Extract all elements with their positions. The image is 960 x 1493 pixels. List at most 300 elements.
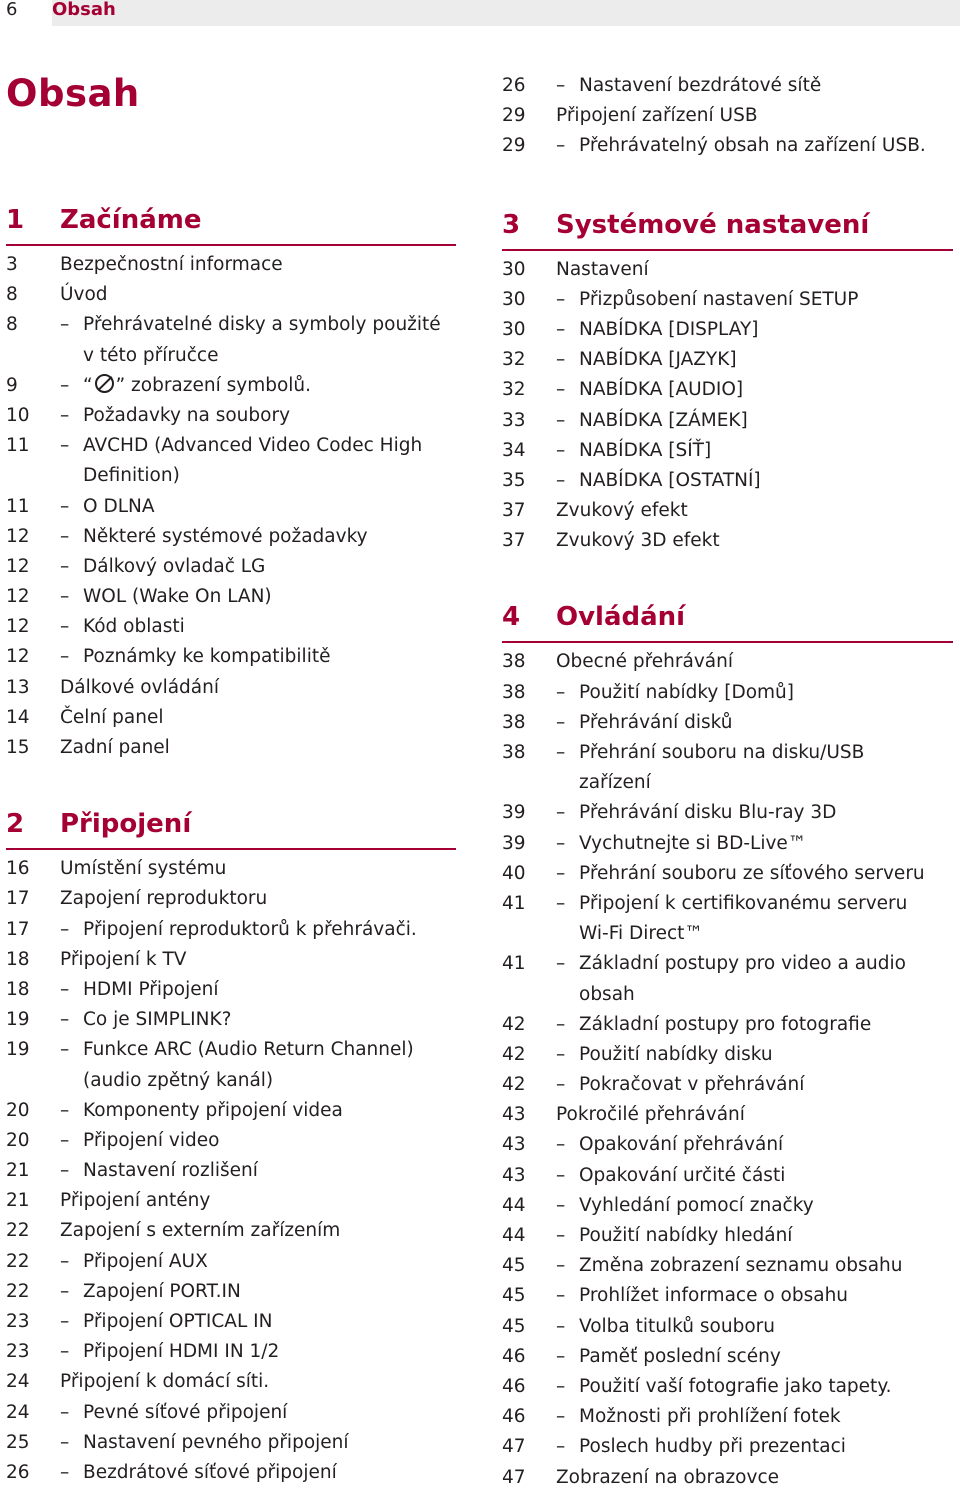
chapter-title: Systémové nastavení (556, 209, 870, 240)
toc-page-number: 9 (6, 374, 18, 396)
toc-dash: – (556, 379, 566, 401)
toc-page-number: 38 (502, 711, 526, 733)
toc-entry[interactable] (6, 310, 456, 340)
chapter-number: 3 (502, 209, 521, 240)
toc-page-number: 37 (502, 530, 526, 552)
toc-page-number: 39 (502, 832, 526, 854)
toc-entry-text: Funkce ARC (Audio Return Channel) (83, 1039, 414, 1061)
toc-entry-text: Některé systémové požadavky (83, 525, 368, 547)
toc-entry-text: Nastavení (556, 258, 649, 280)
toc-page-number: 43 (502, 1104, 526, 1126)
toc-entry[interactable] (502, 1161, 953, 1191)
toc-entry-text: Požadavky na soubory (83, 404, 291, 426)
toc-entry-text: Použití nabídky [Domů] (579, 681, 794, 703)
toc-entry[interactable] (6, 582, 456, 612)
toc-entry-text: Bezpečnostní informace (60, 254, 283, 275)
toc-page-number: 38 (502, 681, 526, 703)
toc-page-number: 37 (502, 500, 526, 522)
toc-entry[interactable] (6, 1035, 456, 1065)
toc-entry[interactable] (6, 371, 456, 401)
toc-dash: – (556, 742, 566, 763)
toc-entry[interactable] (502, 1312, 953, 1342)
toc-page-number: 41 (502, 892, 526, 914)
toc-entry[interactable] (6, 915, 456, 945)
toc-page-number: 19 (6, 1039, 30, 1061)
toc-dash: – (60, 616, 70, 638)
chapter-title: Začínáme (60, 205, 202, 235)
toc-entry-text: Zapojení PORT.IN (83, 1280, 241, 1302)
toc-page-number: 17 (6, 918, 30, 940)
toc-entry[interactable] (502, 1010, 953, 1040)
toc-entry[interactable] (502, 647, 953, 677)
toc-entry[interactable] (502, 1100, 953, 1130)
toc-entry[interactable] (6, 945, 456, 975)
toc-page-number: 46 (502, 1406, 526, 1428)
toc-page-number: 21 (6, 1190, 30, 1212)
toc-dash: – (60, 525, 70, 547)
toc-entry[interactable] (6, 673, 456, 703)
toc-entry-text: Komponenty připojení videa (83, 1099, 343, 1121)
chapter-title: Připojení (60, 809, 192, 840)
toc-entry-text: Volba titulků souboru (579, 1315, 775, 1337)
toc-entry-text: Přehrání souboru ze síťového serveru (579, 862, 925, 884)
toc-entry-text: Wi-Fi Direct™ (579, 923, 703, 945)
toc-entry[interactable] (502, 131, 953, 161)
toc-dash: – (556, 1315, 566, 1337)
toc-entry[interactable] (6, 975, 456, 1005)
toc-entry[interactable] (502, 1432, 953, 1462)
toc-page-number: 24 (6, 1401, 30, 1423)
toc-entry[interactable] (6, 1005, 456, 1035)
toc-dash: – (556, 439, 566, 461)
toc-page-number: 17 (6, 888, 30, 910)
page-header (0, 0, 960, 30)
toc-dash: – (60, 374, 70, 396)
toc-entry[interactable] (6, 1337, 456, 1367)
toc-entry-text: Přehrávatelný obsah na zařízení USB. (579, 135, 926, 157)
toc-page-number: 12 (6, 616, 30, 638)
toc-page-number: 21 (6, 1160, 30, 1182)
toc-page-number: 30 (502, 258, 526, 280)
toc-page-number: 14 (6, 706, 30, 728)
toc-dash: – (556, 681, 566, 703)
toc-page-number: 10 (6, 404, 30, 426)
toc-entry-text: Přehrávání disku Blu-ray 3D (579, 802, 837, 824)
toc-entry[interactable] (502, 466, 953, 496)
header-page-number: 6 (6, 0, 18, 20)
toc-dash: – (60, 1461, 70, 1483)
toc-entry[interactable] (502, 1221, 953, 1251)
toc-dash: – (556, 318, 566, 340)
toc-entry-text: Vyhledání pomocí značky (579, 1194, 814, 1216)
toc-entry[interactable] (6, 492, 456, 522)
toc-entry[interactable] (502, 1342, 953, 1372)
toc-entry-text: Dálkové ovládání (60, 676, 219, 698)
toc-entry-text: Připojení reproduktorů k přehrávači. (83, 918, 417, 940)
toc-page-number: 39 (502, 802, 526, 824)
toc-page-number: 12 (6, 586, 30, 608)
toc-page-number: 8 (6, 314, 18, 336)
toc-entry[interactable] (6, 1216, 456, 1246)
toc-dash: – (556, 862, 566, 884)
toc-dash: – (556, 832, 566, 854)
chapter-title: Ovládání (556, 602, 686, 633)
toc-entry-text: Použití nabídky disku (579, 1043, 773, 1065)
toc-dash: – (556, 802, 566, 824)
toc-entry[interactable] (6, 552, 456, 582)
toc-entry-text: Použití vaší fotografie jako tapety. (579, 1375, 892, 1397)
toc-entry[interactable] (6, 280, 456, 310)
toc-entry[interactable] (6, 612, 456, 642)
toc-entry-text: Připojení antény (60, 1190, 211, 1212)
toc-dash: – (556, 349, 566, 371)
toc-dash: – (60, 404, 70, 426)
toc-entry-text: zařízení (579, 772, 651, 794)
toc-entry[interactable] (502, 1372, 953, 1402)
toc-page-number: 46 (502, 1375, 526, 1397)
toc-entry-text: Zapojení reproduktoru (60, 888, 268, 910)
toc-entry-text: Základní postupy pro fotografie (579, 1013, 872, 1035)
toc-page-number: 18 (6, 948, 30, 970)
toc-entry[interactable] (502, 375, 953, 405)
toc-page-number: 38 (502, 651, 526, 673)
toc-page-number: 24 (6, 1371, 30, 1393)
toc-entry[interactable] (6, 1277, 456, 1307)
toc-entry-text: Zvukový efekt (556, 500, 688, 522)
toc-page-number: 38 (502, 742, 526, 763)
toc-page-number: 23 (6, 1311, 30, 1332)
toc-entry[interactable] (6, 461, 456, 491)
toc-page-number: 47 (502, 1466, 526, 1488)
toc-dash: – (60, 555, 70, 577)
toc-entry-text: Vychutnejte si BD-Live™ (579, 832, 807, 854)
toc-entry[interactable] (502, 919, 953, 949)
toc-dash: – (556, 75, 566, 96)
toc-dash: – (556, 1285, 566, 1307)
toc-entry-text: WOL (Wake On LAN) (83, 586, 272, 608)
toc-entry-text: Zvukový 3D efekt (556, 530, 720, 552)
chapter-heading[interactable] (6, 803, 456, 850)
toc-entry[interactable] (502, 678, 953, 708)
toc-dash: – (60, 1401, 70, 1423)
toc-entry-text: Přehrávatelné disky a symboly použité (83, 314, 441, 336)
toc-dash: – (556, 1375, 566, 1397)
toc-entry[interactable] (6, 401, 456, 431)
toc-entry-text: NABÍDKA [DISPLAY] (579, 318, 759, 340)
toc-entry-text: NABÍDKA [AUDIO] (579, 379, 744, 401)
toc-entry-text: v této příručce (83, 344, 219, 366)
toc-entry-text: Přehrání souboru na disku/USB (579, 742, 865, 763)
toc-dash: – (60, 646, 70, 668)
toc-page-number: 47 (502, 1436, 526, 1458)
toc-entry-text: Zadní panel (60, 737, 170, 758)
chapter-heading[interactable] (502, 596, 953, 643)
toc-entry-text: Opakování určité části (579, 1164, 786, 1186)
toc-entry-text: Přizpůsobení nastavení SETUP (579, 288, 859, 310)
toc-entry[interactable] (6, 1307, 456, 1337)
toc-dash: – (556, 1406, 566, 1428)
toc-entry-text: Kód oblasti (83, 616, 185, 638)
left-column (6, 199, 456, 1488)
toc-dash: – (60, 1009, 70, 1031)
toc-dash: – (556, 1074, 566, 1096)
toc-dash: – (556, 1194, 566, 1216)
toc-entry-text: HDMI Připojení (83, 978, 219, 1000)
toc-dash: – (556, 953, 566, 975)
toc-entry-text: “ ” zobrazení symbolů. (83, 374, 312, 396)
toc-entry[interactable] (502, 1191, 953, 1221)
toc-page-number: 35 (502, 469, 526, 491)
toc-entry-text: Pokročilé přehrávání (556, 1104, 745, 1126)
toc-dash: – (556, 1436, 566, 1458)
toc-dash: – (60, 586, 70, 608)
toc-dash: – (556, 135, 566, 157)
toc-page-number: 26 (6, 1461, 30, 1483)
toc-entry[interactable] (502, 526, 953, 556)
toc-entry-text: Úvod (60, 284, 108, 306)
toc-dash: – (60, 435, 70, 457)
toc-entry[interactable] (502, 829, 953, 859)
toc-page-number: 29 (502, 105, 526, 127)
toc-page-number: 11 (6, 495, 30, 517)
toc-entry[interactable] (502, 980, 953, 1010)
toc-dash: – (60, 1280, 70, 1302)
toc-page-number: 22 (6, 1280, 30, 1302)
toc-entry-text: (audio zpětný kanál) (83, 1069, 274, 1091)
toc-entry[interactable] (502, 1130, 953, 1160)
section-gap (502, 162, 953, 204)
toc-entry[interactable] (502, 738, 953, 768)
toc-entry-text: Opakování přehrávání (579, 1134, 784, 1156)
toc-dash: – (556, 711, 566, 733)
toc-entry-text: Připojení OPTICAL IN (83, 1311, 273, 1332)
toc-page-number: 22 (6, 1220, 30, 1242)
toc-entry-text: Připojení k TV (60, 948, 187, 970)
toc-page-number: 26 (502, 75, 526, 96)
toc-entry-text: Připojení k domácí síti. (60, 1371, 270, 1393)
toc-dash: – (556, 1225, 566, 1246)
toc-page-number: 33 (502, 409, 526, 431)
toc-entry[interactable] (502, 708, 953, 738)
toc-page-number: 42 (502, 1013, 526, 1035)
toc-page-number: 46 (502, 1345, 526, 1367)
toc-dash: – (60, 918, 70, 940)
toc-entry[interactable] (502, 1281, 953, 1311)
toc-entry[interactable] (502, 768, 953, 798)
toc-dash: – (556, 1013, 566, 1035)
toc-page-number: 15 (6, 737, 30, 758)
toc-entry-text: NABÍDKA [SÍŤ] (579, 439, 712, 461)
toc-entry[interactable] (6, 522, 456, 552)
toc-entry[interactable] (6, 1096, 456, 1126)
toc-entry[interactable] (6, 733, 456, 763)
toc-entry-text: Zapojení s externím zařízením (60, 1220, 341, 1242)
toc-entry[interactable] (6, 703, 456, 733)
toc-page-number: 43 (502, 1134, 526, 1156)
toc-dash: – (556, 409, 566, 431)
toc-entry[interactable] (502, 1463, 953, 1493)
toc-page-number: 20 (6, 1099, 30, 1121)
toc-entry-text: Paměť poslední scény (579, 1345, 781, 1367)
toc-dash: – (556, 1255, 566, 1277)
chapter-number: 4 (502, 602, 521, 633)
toc-entry-text: Umístění systému (60, 858, 227, 880)
toc-dash: – (556, 1345, 566, 1367)
toc-dash: – (60, 495, 70, 517)
toc-dash: – (60, 1311, 70, 1332)
toc-page-number: 12 (6, 555, 30, 577)
toc-entry-text: Změna zobrazení seznamu obsahu (579, 1255, 903, 1277)
toc-entry[interactable] (6, 884, 456, 914)
toc-entry-text: Poslech hudby při prezentaci (579, 1436, 846, 1458)
toc-page-number: 18 (6, 978, 30, 1000)
toc-entry[interactable] (502, 798, 953, 828)
toc-entry-text: Dálkový ovladač LG (83, 555, 266, 577)
toc-page-number: 25 (6, 1431, 30, 1453)
toc-entry[interactable] (502, 1251, 953, 1281)
toc-dash: – (556, 892, 566, 914)
toc-page-number: 41 (502, 953, 526, 975)
chapter-number: 1 (6, 205, 25, 235)
toc-entry[interactable] (502, 859, 953, 889)
chapter-heading[interactable] (6, 199, 456, 246)
toc-entry[interactable] (6, 1156, 456, 1186)
toc-dash: – (556, 288, 566, 310)
toc-entry[interactable] (502, 285, 953, 315)
toc-page-number: 11 (6, 435, 30, 457)
toc-entry-text: Nastavení rozlišení (83, 1160, 258, 1182)
toc-entry-text: Připojení video (83, 1129, 220, 1151)
toc-entry[interactable] (6, 1126, 456, 1156)
toc-dash: – (60, 1129, 70, 1151)
toc-entry-text: Obecné přehrávání (556, 651, 733, 673)
toc-entry[interactable] (502, 889, 953, 919)
toc-entry[interactable] (502, 406, 953, 436)
toc-entry[interactable] (502, 949, 953, 979)
toc-entry[interactable] (6, 854, 456, 884)
toc-entry-text: Připojení k certifikovanému serveru (579, 892, 908, 914)
toc-entry-text: Přehrávání disků (579, 711, 733, 733)
chapter-number: 2 (6, 809, 25, 840)
toc-entry[interactable] (502, 1040, 953, 1070)
toc-entry[interactable] (502, 1402, 953, 1432)
toc-entry-text: NABÍDKA [ZÁMEK] (579, 409, 748, 431)
toc-entry-text: AVCHD (Advanced Video Codec High (83, 435, 423, 457)
toc-page-number: 13 (6, 676, 30, 698)
toc-page-number: 30 (502, 288, 526, 310)
toc-entry[interactable] (502, 101, 953, 131)
toc-page-number: 42 (502, 1074, 526, 1096)
toc-entry[interactable] (6, 642, 456, 672)
prohibited-symbol-icon (95, 374, 114, 393)
toc-page-number: 44 (502, 1225, 526, 1246)
toc-entry[interactable] (502, 255, 953, 285)
toc-page-number: 8 (6, 284, 18, 306)
toc-page-number: 20 (6, 1129, 30, 1151)
toc-entry-text: Co je SIMPLINK? (83, 1009, 232, 1031)
toc-entry-text: Nastavení bezdrátové sítě (579, 75, 822, 96)
toc-entry[interactable] (6, 1247, 456, 1277)
toc-entry-text: Základní postupy pro video a audio (579, 953, 906, 975)
header-bar (52, 0, 960, 26)
header-title: Obsah (52, 0, 116, 20)
toc-entry-text: Definition) (83, 465, 180, 487)
toc-entry-text: Prohlížet informace o obsahu (579, 1285, 849, 1307)
toc-dash: – (556, 1043, 566, 1065)
toc-entry[interactable] (502, 345, 953, 375)
right-column (502, 71, 953, 1493)
toc-dash: – (60, 1039, 70, 1061)
toc-entry-text: O DLNA (83, 495, 155, 517)
toc-page-number: 16 (6, 858, 30, 880)
toc-page-number: 42 (502, 1043, 526, 1065)
toc-entry[interactable] (6, 1428, 456, 1458)
toc-entry[interactable] (6, 1186, 456, 1216)
toc-page-number: 12 (6, 646, 30, 668)
toc-entry[interactable] (502, 1070, 953, 1100)
toc-entry-text: Připojení AUX (83, 1250, 208, 1272)
toc-page-number: 22 (6, 1250, 30, 1272)
toc-page-number: 44 (502, 1194, 526, 1216)
section-gap (502, 556, 953, 596)
toc-dash: – (556, 469, 566, 491)
toc-entry[interactable] (6, 1458, 456, 1488)
toc-entry[interactable] (6, 250, 456, 280)
toc-page-number: 3 (6, 254, 18, 275)
toc-page-number: 40 (502, 862, 526, 884)
toc-entry-text: Zobrazení na obrazovce (556, 1466, 779, 1488)
toc-entry[interactable] (6, 431, 456, 461)
section-gap (6, 763, 456, 803)
toc-entry[interactable] (6, 1398, 456, 1428)
toc-entry-text: Nastavení pevného připojení (83, 1431, 349, 1453)
toc-entry[interactable] (502, 496, 953, 526)
toc-page-number: 19 (6, 1009, 30, 1031)
toc-page-number: 45 (502, 1315, 526, 1337)
toc-entry-text: Čelní panel (60, 706, 164, 728)
toc-entry-text: Poznámky ke kompatibilitě (83, 646, 331, 668)
toc-entry-text: Připojení HDMI IN 1/2 (83, 1341, 280, 1363)
toc-page-number: 30 (502, 318, 526, 340)
toc-dash: – (60, 1431, 70, 1453)
toc-dash: – (60, 1341, 70, 1363)
toc-entry-text: Připojení zařízení USB (556, 105, 758, 127)
toc-entry-text: Bezdrátové síťové připojení (83, 1461, 337, 1483)
toc-entry[interactable] (502, 436, 953, 466)
toc-entry[interactable] (6, 1367, 456, 1397)
toc-page-number: 34 (502, 439, 526, 461)
toc-page-number: 12 (6, 525, 30, 547)
toc-page-number: 32 (502, 349, 526, 371)
toc-entry[interactable] (6, 1066, 456, 1096)
toc-entry[interactable] (502, 315, 953, 345)
toc-page-number: 45 (502, 1285, 526, 1307)
toc-page-number: 29 (502, 135, 526, 157)
toc-entry-text: obsah (579, 983, 635, 1005)
toc-page-number: 43 (502, 1164, 526, 1186)
page-title: Obsah (6, 72, 140, 115)
toc-dash: – (60, 1099, 70, 1121)
toc-entry-text: Pevné síťové připojení (83, 1401, 288, 1423)
chapter-heading[interactable] (502, 204, 953, 251)
toc-dash: – (60, 1250, 70, 1272)
toc-entry-text: Možnosti při prohlížení fotek (579, 1406, 841, 1428)
toc-page-number: 32 (502, 379, 526, 401)
toc-entry-text: NABÍDKA [OSTATNÍ] (579, 469, 761, 491)
toc-entry[interactable] (6, 341, 456, 371)
toc-entry[interactable] (502, 71, 953, 101)
toc-dash: – (556, 1134, 566, 1156)
